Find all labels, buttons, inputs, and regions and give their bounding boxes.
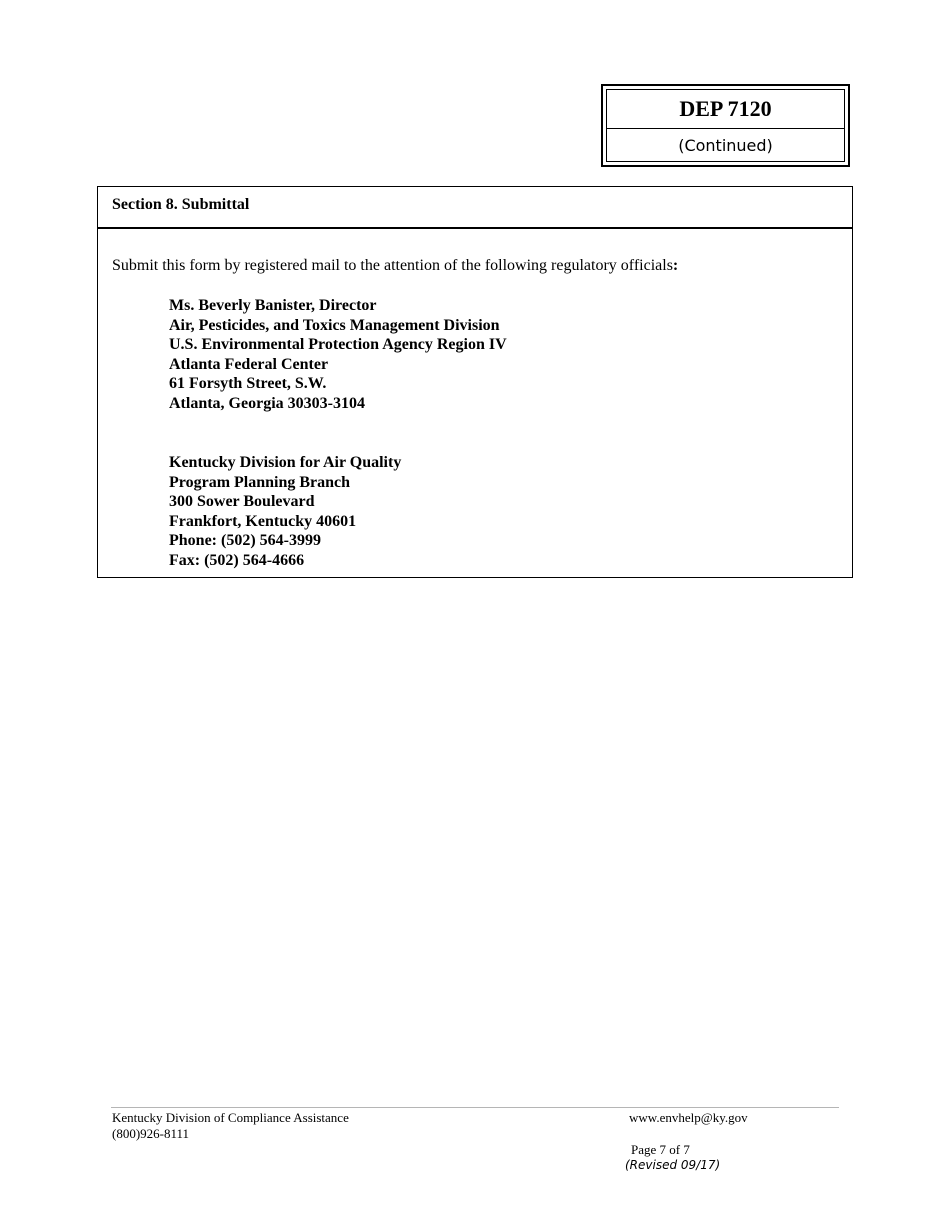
address-line: Kentucky Division for Air Quality bbox=[169, 454, 402, 471]
footer-revision: (Revised 09/17) bbox=[625, 1158, 721, 1172]
address-kentucky bbox=[169, 453, 401, 571]
address-line: Ms. Beverly Banister, Director bbox=[169, 297, 377, 314]
submittal-section bbox=[97, 186, 853, 578]
intro-text bbox=[112, 257, 678, 275]
form-id-box-inner bbox=[606, 89, 845, 162]
address-line: 300 Sower Boulevard bbox=[169, 493, 315, 511]
address-line: Program Planning Branch bbox=[169, 473, 351, 491]
footer-phone: (800)926-8111 bbox=[112, 1126, 190, 1141]
address-line: U.S. Environmental Protection Agency Region IV bbox=[169, 336, 507, 354]
section-title: Section 8. Submittal bbox=[98, 187, 852, 229]
form-id-box bbox=[601, 84, 850, 167]
address-line: Air, Pesticides, and Toxics Management Division bbox=[169, 316, 500, 334]
form-id: DEP 7120 bbox=[607, 90, 844, 129]
address-line: Atlanta, Georgia 30303-3104 bbox=[169, 394, 365, 412]
address-line: Atlanta Federal Center bbox=[169, 355, 329, 373]
address-phone: Phone: (502) 564-3999 bbox=[169, 532, 321, 550]
intro-colon: : bbox=[672, 257, 679, 274]
footer-divider bbox=[111, 1107, 839, 1108]
address-line: Frankfort, Kentucky 40601 bbox=[169, 512, 357, 530]
address-epa bbox=[169, 296, 507, 414]
footer-page-number: Page 7 of 7 bbox=[631, 1142, 690, 1157]
form-continued-label: (Continued) bbox=[678, 135, 773, 155]
footer-organization: Kentucky Division of Compliance Assistance bbox=[112, 1110, 349, 1125]
footer-website[interactable]: www.envhelp@ky.gov bbox=[629, 1110, 748, 1125]
address-fax: Fax: (502) 564-4666 bbox=[169, 551, 305, 569]
address-line: 61 Forsyth Street, S.W. bbox=[169, 375, 327, 393]
intro-sentence: Submit this form by registered mail to the attention of the following regulatory officials bbox=[112, 257, 673, 274]
